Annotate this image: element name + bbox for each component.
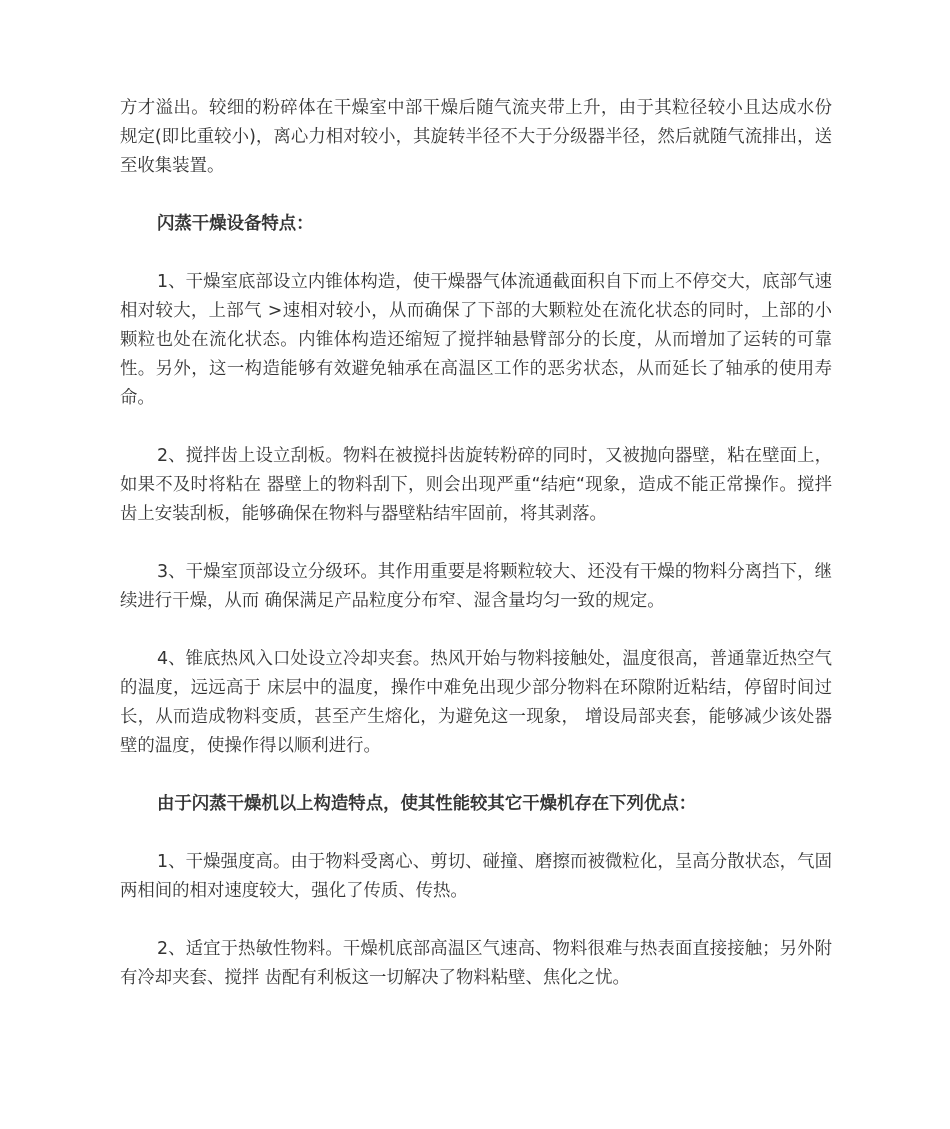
section-heading-advantages: 由于闪蒸干燥机以上构造特点，使其性能较其它干燥机存在下列优点： xyxy=(157,794,697,814)
paragraph-advantage-1: 1、干燥强度高。由于物料受离心、剪切、碰撞、磨擦而被微粒化，呈高分散状态，气固两相间的相对速度较大，强化了传质、传热。 xyxy=(120,852,832,901)
paragraph-advantage-2: 2、适宜于热敏性物料。干燥机底部高温区气速高、物料很难与热表面直接接触；另外附有冷却夹套、搅拌 齿配有利板这一切解决了物料粘壁、焦化之忧。 xyxy=(120,939,832,988)
paragraph-feature-1: 1、干燥室底部设立内锥体构造，使干燥器气体流通截面积自下而上不停交大，底部气速相对较大，上部气 >速相对较小，从而确保了下部的大颗粒处在流化状态的同时，上部的小颗粒也处在流化状态。内锥体构造还缩短了搅拌轴悬臂部分的长度，从而增加了运转的可靠性。另外，这一构造能够有效避免轴承在高温区工作的恶劣状态，从而延长了轴承的使用寿命。 xyxy=(120,272,832,408)
section-heading-features: 闪蒸干燥设备特点： xyxy=(157,214,314,234)
paragraph-intro: 方才溢出。较细的粉碎体在干燥室中部干燥后随气流夹带上升，由于其粒径较小且达成水份规定(即比重较小)，离心力相对较小，其旋转半径不大于分级器半径，然后就随气流排出，送至收集装置。 xyxy=(120,98,832,176)
paragraph-feature-4: 4、锥底热风入口处设立冷却夹套。热风开始与物料接触处，温度很高，普通靠近热空气的温度，远远高于 床层中的温度，操作中难免出现少部分物料在环隙附近粘结，停留时间过长，从而造成物料变质，甚至产生熔化，为避免这一现象， 增设局部夹套，能够减少该处器壁的温度，使操作得以顺利进行。 xyxy=(120,649,832,756)
paragraph-feature-3: 3、干燥室顶部设立分级环。其作用重要是将颗粒较大、还没有干燥的物料分离挡下，继续进行干燥，从而 确保满足产品粒度分布窄、湿含量均匀一致的规定。 xyxy=(120,562,832,611)
paragraph-feature-2: 2、搅拌齿上设立刮板。物料在被搅抖齿旋转粉碎的同时，又被抛向器壁，粘在壁面上，如果不及时将粘在 器壁上的物料刮下，则会出现严重“结疤“现象，造成不能正常操作。搅拌齿上安装刮板，能够确保在物料与器壁粘结牢固前，将其剥落。 xyxy=(120,446,832,524)
document-page xyxy=(120,94,832,1022)
